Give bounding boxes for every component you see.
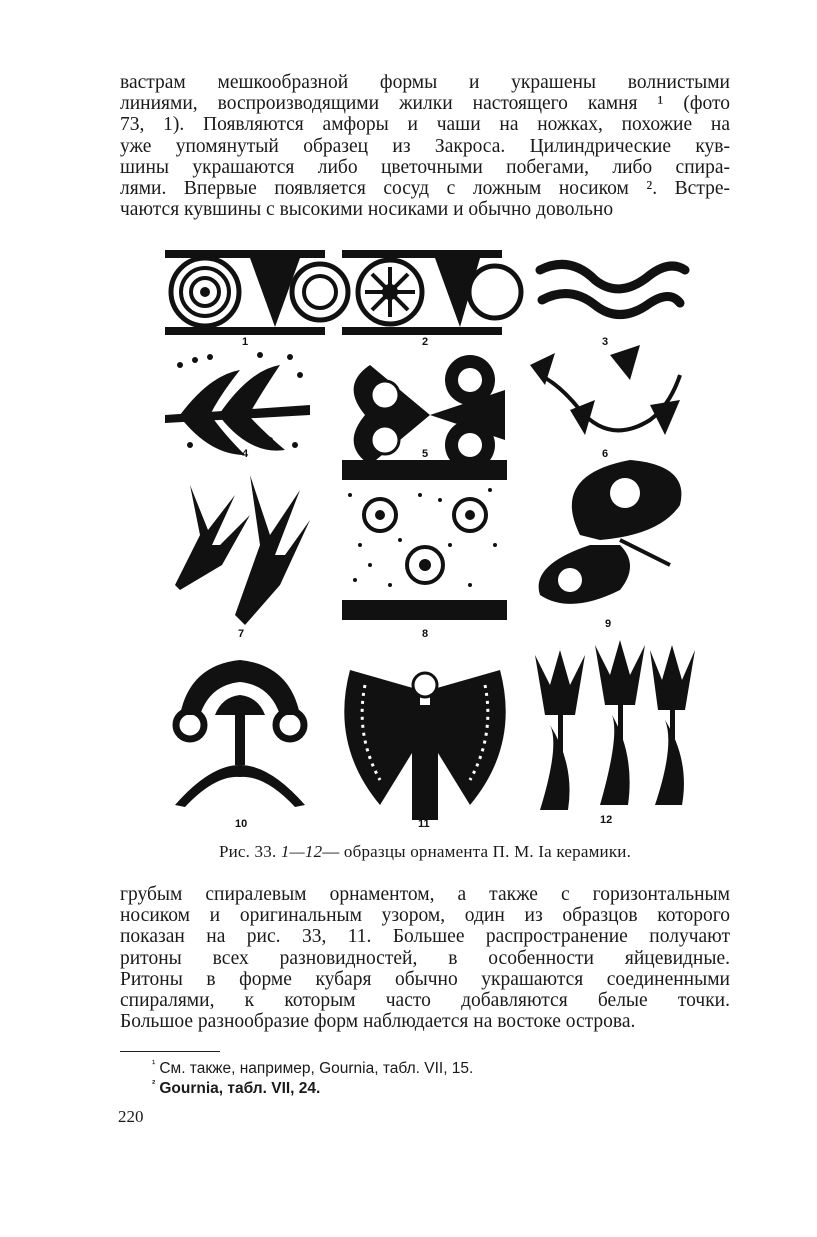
footnote-1 bbox=[152, 1059, 473, 1078]
figure-number-2: 2 bbox=[422, 336, 429, 348]
text-line: уже упомянутый образец из Закроса. Цилиндрические кув- bbox=[120, 135, 730, 157]
ornament-7-grass bbox=[175, 475, 310, 625]
text-line: ритоны всех разновидностей, в особенности яйцевидные. bbox=[120, 947, 730, 969]
text-line: носиком и оригинальным узором, один из образцов которого bbox=[120, 905, 730, 927]
figure-number-3: 3 bbox=[602, 336, 609, 348]
text-line: показан на рис. 33, 11. Большее распространение получают bbox=[120, 926, 730, 948]
figure-number-4: 4 bbox=[242, 448, 249, 460]
text-line: линиями, воспроизводящими жилки настоящего камня ¹ (фото bbox=[120, 93, 730, 115]
ornament-3-wavy-lines bbox=[540, 264, 685, 314]
text-line: Большое разнообразие форм наблюдается на востоке острова. bbox=[120, 1011, 636, 1033]
bottom-paragraph bbox=[120, 884, 730, 1032]
footnote-mark: ¹ bbox=[152, 1059, 156, 1070]
ornament-2-rosette-band bbox=[342, 250, 521, 335]
caption-prefix: Рис. 33. bbox=[218, 842, 277, 861]
text-line: лями. Впервые появляется сосуд с ложным носиком ². Встре- bbox=[120, 178, 730, 200]
figure-number-10: 10 bbox=[235, 818, 248, 830]
figure-number-8: 8 bbox=[422, 628, 429, 640]
ornament-9-paisley-spirals bbox=[539, 460, 682, 604]
text-line: спиралями, к которым часто добавляются белые точки. bbox=[120, 990, 730, 1012]
ornament-6-ivy-leaves bbox=[530, 345, 680, 435]
ornament-figure bbox=[150, 245, 700, 835]
ornament-8-dotted-panel bbox=[342, 460, 507, 620]
footnote-text: Gournia, табл. VII, 24. bbox=[159, 1080, 321, 1098]
text-line: грубым спиралевым орнаментом, а также с горизонтальным bbox=[120, 884, 730, 905]
caption-text: — образцы орнамента П. М. Iа керамики. bbox=[322, 842, 632, 861]
text-line: вастрам мешкообразной формы и украшены волнистыми bbox=[120, 72, 730, 93]
ornament-4-leaf-garland bbox=[165, 352, 310, 455]
ornament-11-double-axe bbox=[344, 670, 505, 820]
page-number: 220 bbox=[118, 1107, 144, 1126]
ornament-10-palmette bbox=[175, 660, 305, 807]
text-line: чаются кувшины с высокими носиками и обычно довольно bbox=[120, 199, 614, 221]
caption-range: 1—12 bbox=[280, 842, 323, 861]
figure-number-11: 11 bbox=[418, 818, 430, 830]
top-paragraph bbox=[120, 72, 730, 220]
ornament-1-spiral-band bbox=[165, 250, 348, 335]
text-line: шины украшаются либо цветочными побегами, либо спира- bbox=[120, 156, 730, 178]
figure-number-5: 5 bbox=[422, 448, 429, 460]
footnote-2 bbox=[152, 1079, 320, 1098]
ornament-5-spiral-rosette bbox=[354, 355, 505, 470]
figure-caption bbox=[120, 842, 730, 862]
figure-number-7: 7 bbox=[238, 628, 245, 640]
figure-number-6: 6 bbox=[602, 448, 609, 460]
text-line: Ритоны в форме кубаря обычно украшаются соединенными bbox=[120, 968, 730, 990]
ornament-12-crocuses bbox=[535, 640, 695, 810]
text-line: 73, 1). Появляются амфоры и чаши на ножках, похожие на bbox=[120, 114, 730, 136]
footnote-mark: ² bbox=[152, 1079, 156, 1090]
footnote-text: См. также, например, Gournia, табл. VII, 15. bbox=[159, 1060, 474, 1078]
figure-number-12: 12 bbox=[600, 814, 613, 826]
figure-number-1: 1 bbox=[242, 336, 249, 348]
footnote-divider bbox=[120, 1051, 220, 1052]
figure-number-9: 9 bbox=[605, 618, 612, 630]
